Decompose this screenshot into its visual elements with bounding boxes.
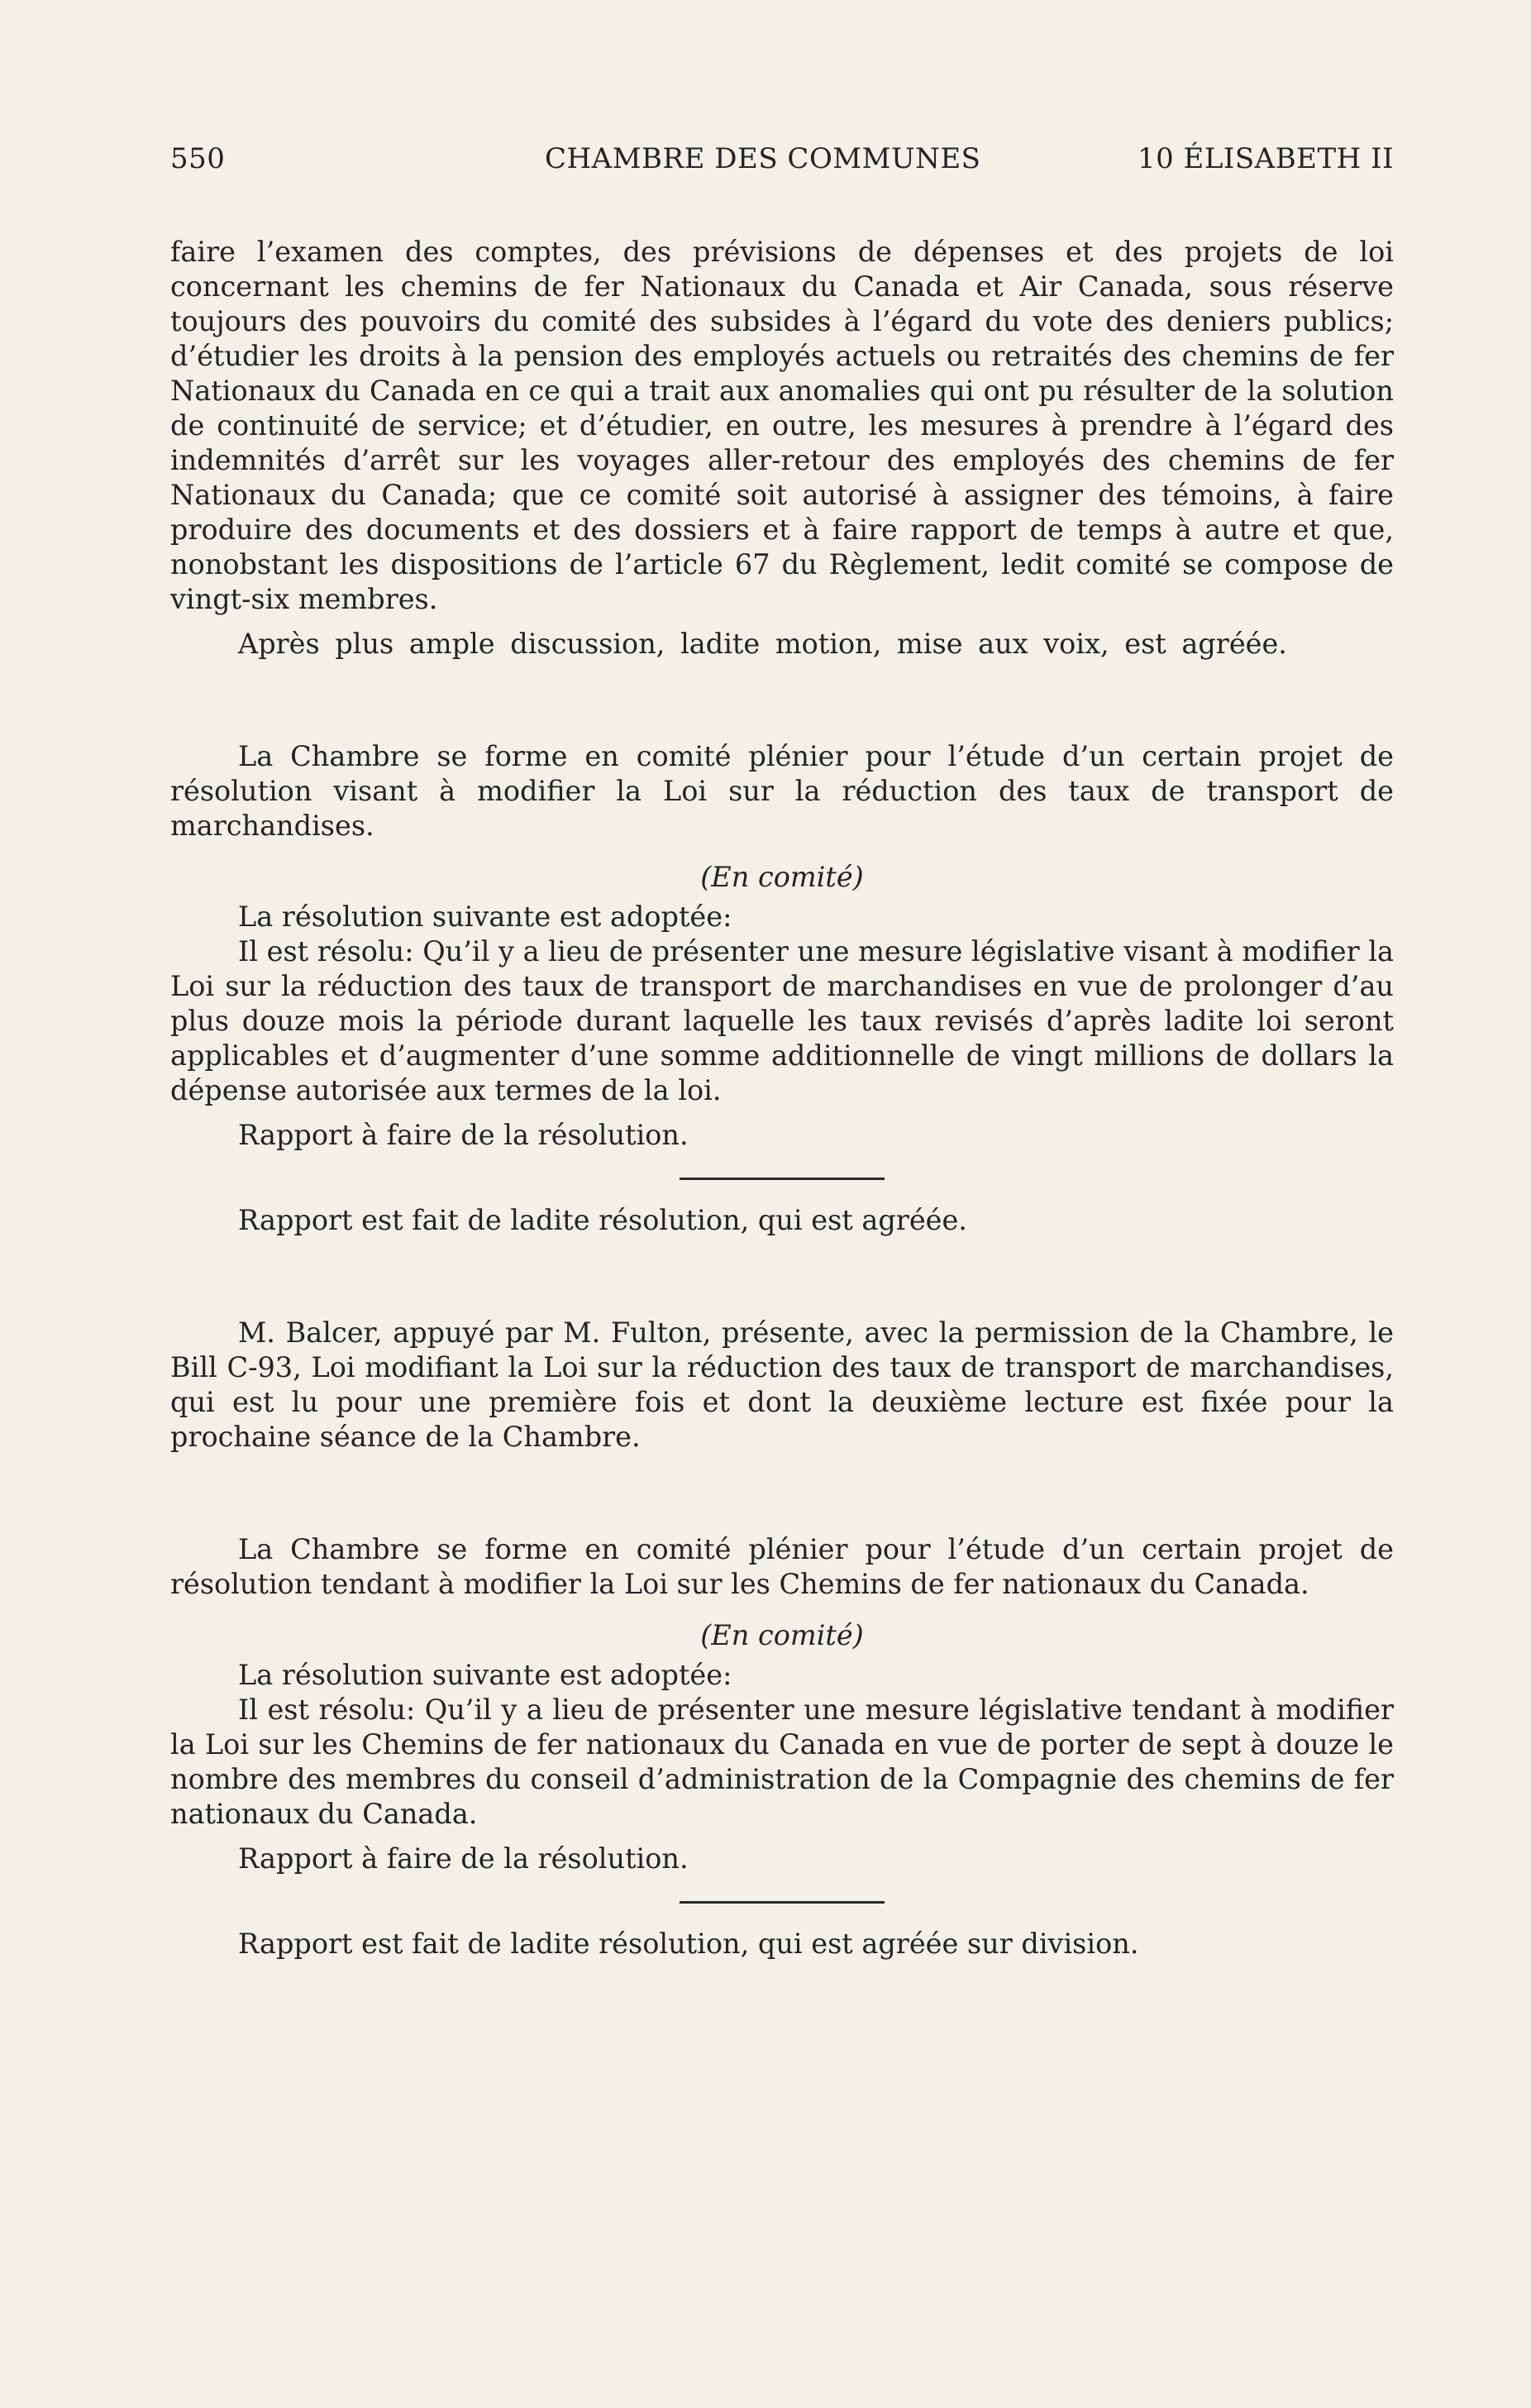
resolution-adopted-2: La résolution suivante est adoptée: [238,1659,732,1691]
resolution-text-cn: Il est résolu: Qu’il y a lieu de présenter une mesure législative tendant à modifier la Loi sur les Chemins de fer nationaux du Canada en vue de porter de sept à douze le nombre des membres du conseil d’administration de la Compagnie des chemins de fer nationaux du Canada. [170,1694,1394,1830]
in-committee-heading-1: (En comité) [700,861,864,893]
journal-title: CHAMBRE DES COMMUNES [545,142,981,175]
page-body [170,235,1394,1961]
report-made-2: Rapport est fait de ladite résolution, qui est agréée sur division. [238,1928,1139,1960]
paragraph-bill-c93: M. Balcer, appuyé par M. Fulton, présente, avec la permission de la Chambre, le Bill C-93, Loi modifiant la Loi sur la réduction des taux de transport de marchandises, qui est lu pour une première fois et dont la deuxième lecture est fixée pour la prochaine séance de la Chambre. [170,1316,1394,1453]
in-committee-heading-2: (En comité) [700,1619,864,1651]
report-to-be-made-1: Rapport à faire de la résolution. [238,1119,689,1151]
reign-year: 10 ÉLISABETH II [1137,142,1394,175]
paragraph-committee-freight: La Chambre se forme en comité plénier pour l’étude d’un certain projet de résolution visant à modifier la Loi sur la réduction des taux de transport de marchandises. [170,740,1394,842]
running-header [170,142,1394,189]
resolution-adopted-1: La résolution suivante est adoptée: [238,901,732,933]
paragraph-committee-cn: La Chambre se forme en comité plénier pour l’étude d’un certain projet de résolution tendant à modifier la Loi sur les Chemins de fer nationaux du Canada. [170,1533,1394,1600]
resolution-text-freight: Il est résolu: Qu’il y a lieu de présenter une mesure législative visant à modifier la Loi sur la réduction des taux de transport de marchandises en vue de prolonger d’au plus douze mois la période durant laquelle les taux revisés d’après ladite loi seront applicables et d’augmenter d’une somme additionnelle de vingt millions de dollars la dépense autorisée aux termes de la loi. [170,935,1394,1106]
paragraph-motion-continued: faire l’examen des comptes, des prévisions de dépenses et des projets de loi concernant les chemins de fer Nationaux du Canada et Air Canada, sous réserve toujours des pouvoirs du comité des subsides à l’égard du vote des deniers publics; d’étudier les droits à la pension des employés actuels ou retraités des chemins de fer Nationaux du Canada en ce qui a trait aux anomalies qui ont pu résulter de la solution de continuité de service; et d’étudier, en outre, les mesures à prendre à l’égard des indemnités d’arrêt sur les voyages aller-retour des employés des chemins de fer Nationaux du Canada; que ce comité soit autorisé à assigner des témoins, à faire produire des documents et des dossiers et à faire rapport de temps à autre et que, nonobstant les dispositions de l’article 67 du Règlement, ledit comité se compose de vingt-six membres. [170,236,1394,615]
section-rule-1 [680,1178,885,1180]
section-rule-2 [680,1901,885,1904]
paragraph-motion-agreed: Après plus ample discussion, ladite motion, mise aux voix, est agréée. [238,628,1287,660]
report-made-1: Rapport est fait de ladite résolution, qui est agréée. [238,1204,967,1236]
page-number: 550 [170,142,226,175]
report-to-be-made-2: Rapport à faire de la résolution. [238,1842,689,1875]
